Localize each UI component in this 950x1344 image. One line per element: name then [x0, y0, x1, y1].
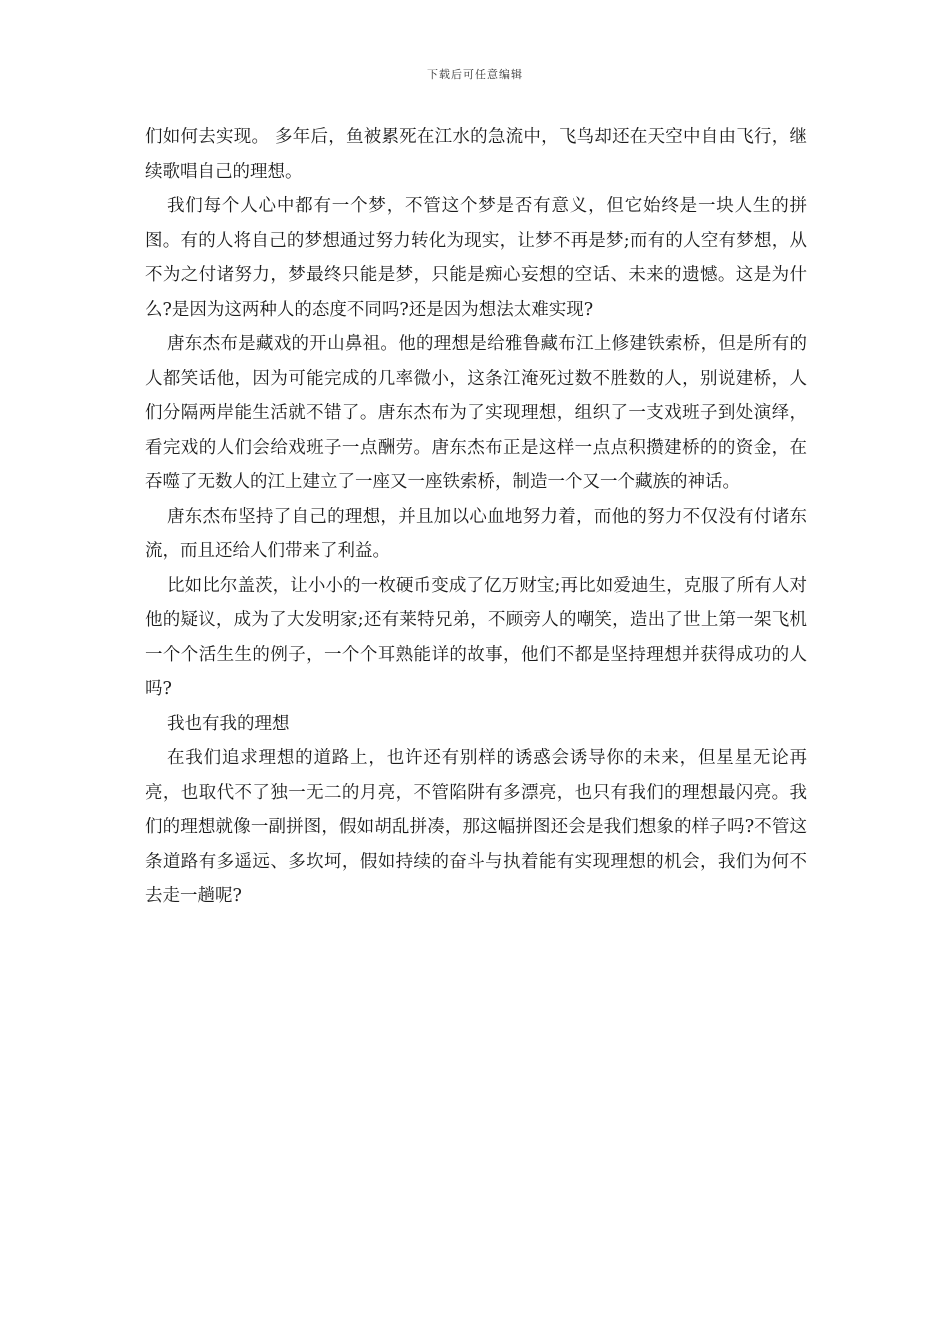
paragraph-6: 在我们追求理想的道路上，也许还有别样的诱惑会诱导你的未来，但星星无论再亮，也取代不了独一无二的月亮，不管陷阱有多漂亮，也只有我们的理想最闪亮。我们的理想就像一副拼图，假如胡乱拼凑，那这幅拼图还会是我们想象的样子吗?不管这条道路有多遥远、多坎坷，假如持续的奋斗与执着能有实现理想的机会，我们为何不去走一趟呢? — [145, 748, 807, 906]
page-header: 下载后可任意编辑 — [427, 68, 523, 81]
section-heading: 我也有我的理想 — [167, 713, 290, 734]
document-body — [145, 120, 807, 914]
paragraph-2: 我们每个人心中都有一个梦，不管这个梦是否有意义，但它始终是一块人生的拼图。有的人将自己的梦想通过努力转化为现实，让梦不再是梦;而有的人空有梦想，从不为之付诸努力，梦最终只能是梦，只能是痴心妄想的空话、未来的遗憾。这是为什么?是因为这两种人的态度不同吗?还是因为想法太难实现? — [145, 196, 807, 320]
paragraph-4: 唐东杰布坚持了自己的理想，并且加以心血地努力着，而他的努力不仅没有付诸东流，而且还给人们带来了利益。 — [145, 506, 807, 561]
paragraph-5: 比如比尔盖茨，让小小的一枚硬币变成了亿万财宝;再比如爱迪生，克服了所有人对他的疑议，成为了大发明家;还有莱特兄弟，不顾旁人的嘲笑，造出了世上第一架飞机 一个个活生生的例子，一个个耳熟能详的故事，他们不都是坚持理想并获得成功的人吗? — [145, 575, 807, 699]
paragraph-1: 们如何去实现。 多年后，鱼被累死在江水的急流中，飞鸟却还在天空中自由飞行，继续歌唱自己的理想。 — [145, 127, 807, 182]
paragraph-3: 唐东杰布是藏戏的开山鼻祖。他的理想是给雅鲁藏布江上修建铁索桥，但是所有的人都笑话他，因为可能完成的几率微小，这条江淹死过数不胜数的人，别说建桥，人们分隔两岸能生活就不错了。唐东杰布为了实现理想，组织了一支戏班子到处演绎，看完戏的人们会给戏班子一点酬劳。唐东杰布正是这样一点点积攒建桥的的资金，在吞噬了无数人的江上建立了一座又一座铁索桥，制造一个又一个藏族的神话。 — [145, 334, 807, 492]
